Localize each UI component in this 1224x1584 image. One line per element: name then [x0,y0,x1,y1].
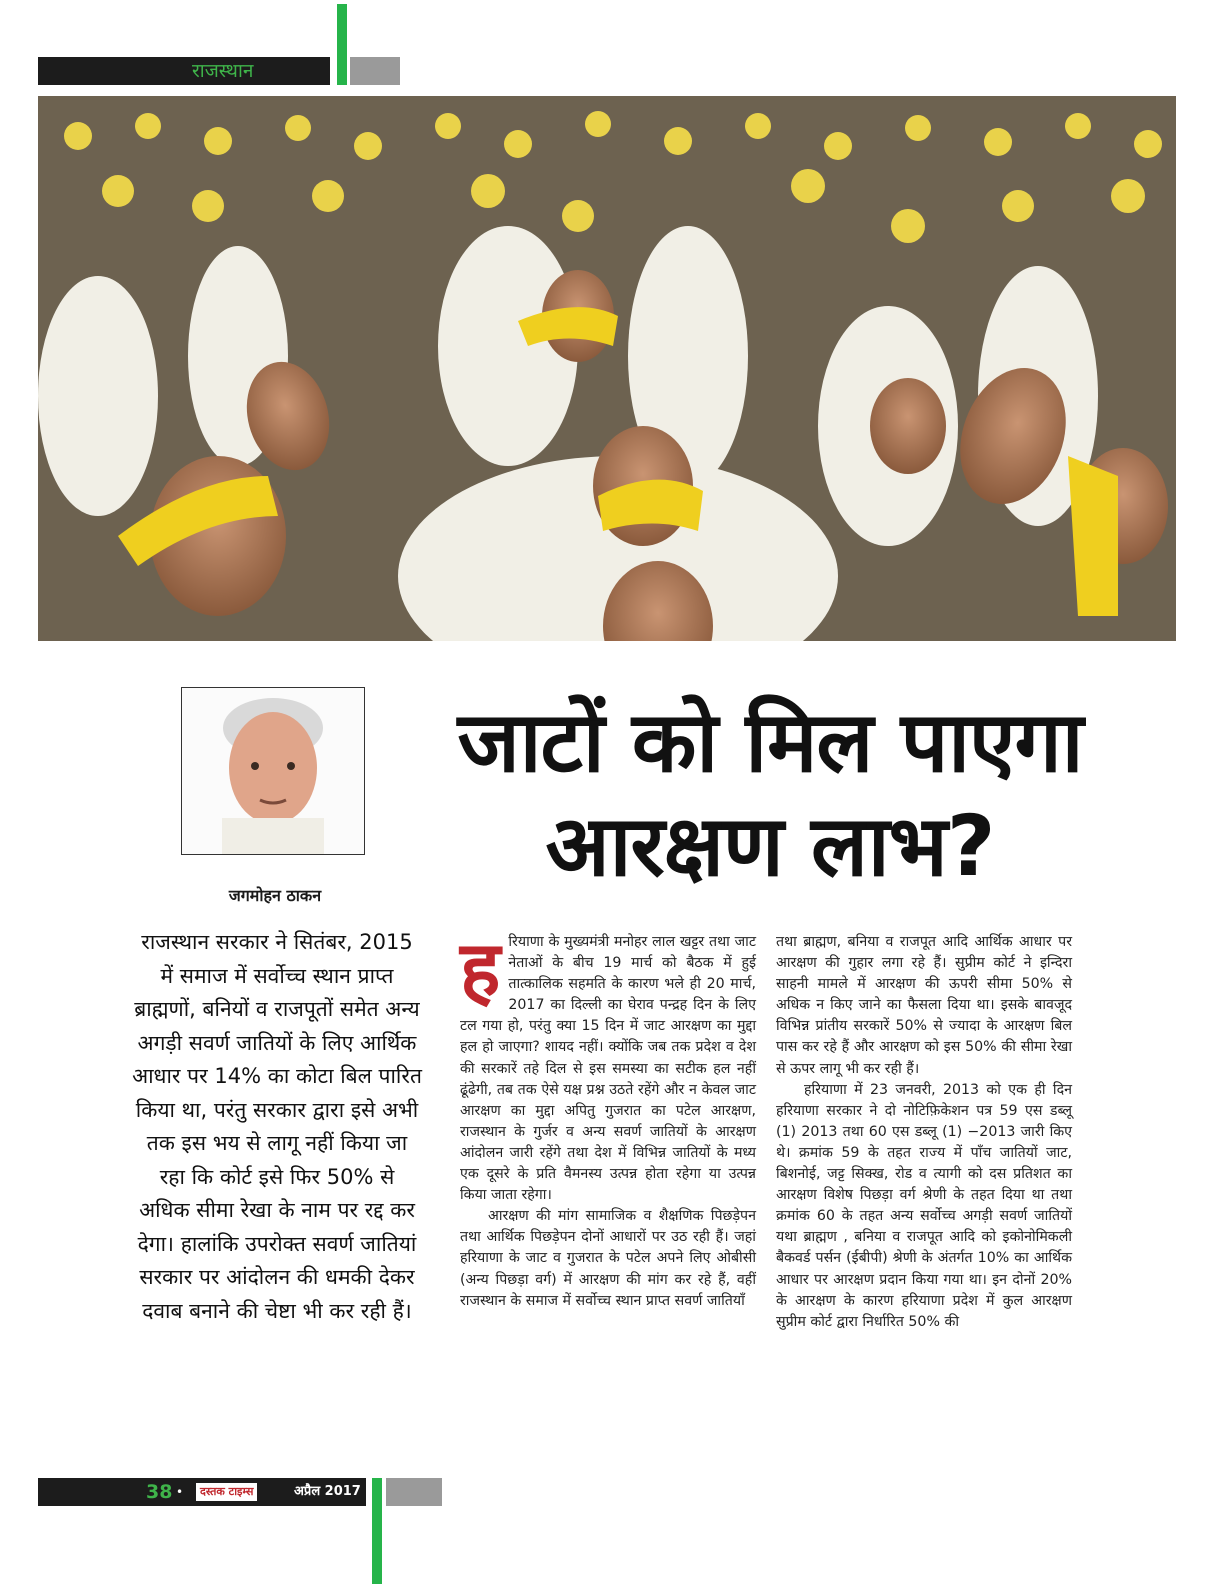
protest-crowd-photo [38,96,1176,641]
column-2-paragraph-1: तथा ब्राह्मण, बनिया व राजपूत आदि आर्थिक आधार पर आरक्षण की गुहार लगा रहे हैं। सुप्रीम कोर्ट ने इन्दिरा साहनी मामले में आरक्षण की ऊपरी सीमा 50% से अधिक न किए जाने का फैसला दिया था। इसके बावजूद विभिन्न प्रांतीय सरकारें 50% से ज्यादा के आरक्षण बिल पास कर रहे हैं और आरक्षण को इस 50% की सीमा रेखा से ऊपर लागू भी कर रही हैं। [776,934,1072,1077]
section-header-bar [38,57,330,85]
drop-cap: ह [460,924,501,1013]
accent-stripe-top [337,4,347,85]
pull-quote: राजस्थान सरकार ने सितंबर, 2015 में समाज में सर्वोच्च स्थान प्राप्त ब्राह्मणों, बनियों व राजपूतों समेत अन्य अगड़ी सवर्ण जातियों के लिए आर्थिक आधार पर 14% का कोटा बिल पारित किया था, परंतु सरकार द्वारा इसे अभी तक इस भय से लागू नहीं किया जा रहा कि कोर्ट इसे फिर 50% से अधिक सीमा रेखा के नाम पर रद्द कर देगा। हालांकि उपरोक्त सवर्ण जातियां सरकार पर आंदोलन की धमकी देकर दवाब बनाने की चेष्टा भी कर रही हैं। [132,930,422,1323]
article-column-1 [460,924,756,1312]
headline-line-2: आरक्षण लाभ? [545,797,995,895]
column-1-paragraph-2: आरक्षण की मांग सामाजिक व शैक्षणिक पिछड़ेपन तथा आर्थिक पिछड़ेपन दोनों आधारों पर उठ रही हैं। जहां हरियाणा के जाट व गुजरात के पटेल अपने लिए ओबीसी (अन्य पिछड़ा वर्ग) में आरक्षण की मांग कर रहे हैं, वहीं राजस्थान के समाज में सर्वोच्च स्थान प्राप्त सवर्ण जातियाँ [460,1208,756,1309]
section-label: राजस्थान [192,60,254,82]
article-column-2 [776,932,1072,1333]
lead-photo [38,96,1176,641]
page-number: 38 [146,1481,173,1503]
column-2-paragraph-2: हरियाणा में 23 जनवरी, 2013 को एक ही दिन हरियाणा सरकार ने दो नोटिफ़िकेशन पत्र 59 एस डब्लू (1) 2013 तथा 60 एस डब्लू (1) −2013 जारी किए थे। क्रमांक 59 के तहत राज्य में पाँच जातियों जाट, बिशनोई, जट्ट सिक्ख, रोड व त्यागी को दस प्रतिशत का आरक्षण विशेष पिछड़ा वर्ग श्रेणी के तहत दिया था तथा क्रमांक 60 के तहत अन्य सर्वोच्च अगड़ी सवर्ण जातियों यथा ब्राह्मण , बनिया व राजपूत आदि को इकोनोमिकली बैकवर्ड पर्सन (ईबीपी) श्रेणी के अंतर्गत 10% का आर्थिक आधार पर आरक्षण प्रदान किया गया था। इन दोनों 20% के आरक्षण के कारण हरियाणा प्रदेश में कुल आरक्षण सुप्रीम कोर्ट द्वारा निर्धारित 50% की [776,1081,1072,1330]
author-name: जगमोहन ठाकन [228,886,322,905]
footer-separator: • [176,1485,184,1499]
headline-line-1: जाटों को मिल पाएगा [457,693,1083,791]
accent-stripe-bottom [372,1478,382,1584]
author-photo [181,687,365,855]
issue-date: अप्रैल 2017 [294,1484,361,1499]
accent-block-top [350,57,400,85]
article-headline [440,690,1100,898]
column-1-paragraph-1: रियाणा के मुख्यमंत्री मनोहर लाल खट्टर तथा जाट नेताओं के बीच 19 मार्च को बैठक में हुई तात्कालिक सहमति के कारण भले ही 20 मार्च, 2017 का दिल्ली का घेराव पन्द्रह दिन के लिए टल गया हो, परंतु क्या 15 दिन में जाट आरक्षण का मुद्दा हल हो जाएगा? शायद नहीं। क्योंकि जब तक प्रदेश व देश की सरकारें तहे दिल से इस समस्या का सटीक हल नहीं ढूंढेगी, तब तक ऐसे यक्ष प्रश्न उठते रहेंगे और न केवल जाट आरक्षण का मुद्दा अपितु गुजरात का पटेल आरक्षण, राजस्थान के गुर्जर व अन्य सवर्ण जातियों के आरक्षण आंदोलन जारी रहेंगे तथा देश में विभिन्न जातियों के मध्य एक दूसरे के प्रति वैमनस्य उत्पन्न होता रहेगा या उत्पन्न किया जाता रहेगा। [460,934,756,1204]
author-portrait-icon [182,688,364,854]
accent-block-bottom [386,1478,442,1506]
magazine-logo: दस्तक टाइम्स [196,1483,257,1501]
